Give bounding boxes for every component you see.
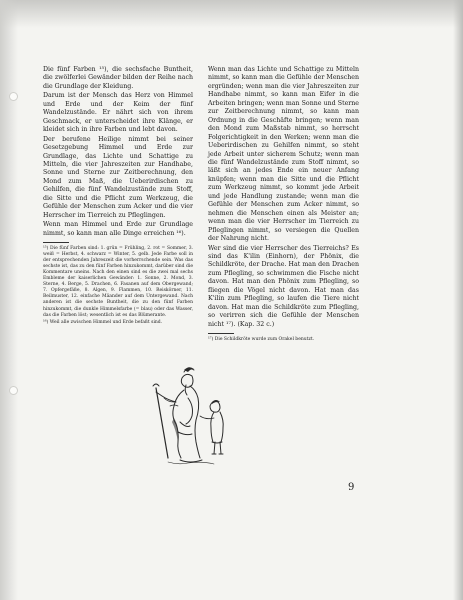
page-shadow-right	[453, 0, 463, 600]
paragraph: Darum ist der Mensch das Herz von Himmel und Erde und der Keim der fünf Wandelzustände. Er nährt sich von ihrem Geschmack, er unterscheidet ihre Klänge, er kleidet sich in ihre Farben und lebt davon.	[43, 92, 193, 134]
punch-hole-top	[9, 92, 18, 101]
footnote: ¹⁶) Weil alle zwischen Himmel und Erde befaßt sind.	[43, 319, 163, 325]
footnote: ¹⁵) Die fünf Farben sind: 1. grün = Frühling, 2. rot = Sommer, 3. weiß = Herbst, 4. schwarz = Winter, 5. gelb. Jede Farbe soll in der entsprechenden Jahreszeit die vorherrschende sein. Was das sechste ist, das zu den fünf Farben hinzukommt, darüber sind die Kommentare uneins. Nach den einen sind es die zwei mal sechs Embleme der kaiserlichen Gewänder: 1. Sonne, 2. Mond, 3. Sterne, 4. Berge, 5. Drachen, 6. Fasanen auf dem Obergewand; 7. Opfergefäße, 8. Algen, 9. Flammen, 10. Reiskörner, 11. Beilmuster, 12. einfache Mäander auf dem Untergewand. Nach anderen ist die sechste Buntheit, die zu den fünf Farben hinzukommt, die dunkle Himmelsfarbe (= blau) oder das Wasser, das die Farben löst; wesentlich ist es das Blümerante.	[43, 246, 193, 318]
paragraph: Die fünf Farben ¹⁵), die sechsfache Buntheit, die zwölferlei Gewänder bilden der Reihe nach die Grundlage der Kleidung.	[43, 66, 193, 90]
paragraph: Der berufene Heilige nimmt bei seiner Gesetzgebung Himmel und Erde zur Grundlage, das Lichte und Schattige zu Mitteln, die vier Jahreszeiten zur Handhabe, Sonne und Sterne zur Zeitberechnung, den Mond zum Maß, die Ueberirdischen zu Gehilfen, die fünf Wandelzustände zum Stoff, die Sitte und die Pflicht zum Werkzeug, die Gefühle der Menschen zum Acker und die vier Herrscher im Tierreich zu Pfleglingen.	[43, 135, 193, 219]
paragraph: Wenn man Himmel und Erde zur Grundlage nimmt, so kann man alle Dinge erreichen ¹⁶).	[43, 221, 193, 237]
right-column	[208, 66, 359, 344]
paragraph: Wenn man das Lichte und Schattige zu Mitteln nimmt, so kann man die Gefühle der Menschen ergründen; wenn man die vier Jahreszeiten zur Handhabe nimmt, so kann man Eifer in die Arbeiten bringen; wenn man Sonne und Sterne zur Zeitberechnung nimmt, so kann man Ordnung in die Geschäfte bringen; wenn man den Mond zum Maßstab nimmt, so herrscht Folgerichtigkeit in den Werken; wenn man die Ueberirdischen zu Gehilfen nimmt, so steht jede Arbeit unter sicherem Schutz; wenn man die fünf Wandelzustände zum Stoff nimmt, so läßt sich an jedes Ende ein neuer Anfang knüpfen; wenn man die Sitte und die Pflicht zum Werkzeug nimmt, so kommt jede Arbeit und jede Handlung zustande; wenn man die Gefühle der Menschen zum Acker nimmt, so nehmen die Menschen einen als Meister an; wenn man die vier Herrscher im Tierreich zu Pfleglingen nimmt, so versiegen die Quellen der Nahrung nicht.	[208, 66, 359, 243]
page-shadow-top	[0, 0, 463, 28]
paragraph: Wer sind die vier Herrscher des Tierreichs? Es sind das K'ilin (Einhorn), der Phönix, die Schildkröte, der Drache. Hat man den Drachen zum Pflegling, so schwimmen die Fische nicht davon. Hat man den Phönix zum Pflegling, so fliegen die Vögel nicht davon. Hat man das K'ilin zum Pflegling, so laufen die Tiere nicht davon. Hat man die Schildkröte zum Pflegling, so verirren sich die Gefühle der Menschen nicht ¹⁷). (Kap. 32 c.)	[208, 244, 359, 328]
ink-illustration-sage-with-child	[140, 362, 250, 472]
footnote: ¹⁷) Die Schildkröte wurde zum Orakel benutzt.	[208, 337, 315, 343]
left-column	[43, 66, 193, 327]
page-shadow-left	[0, 0, 18, 600]
punch-hole-bottom	[9, 386, 18, 395]
footnote-divider	[208, 333, 234, 334]
footnote-divider	[43, 242, 69, 243]
page-number: 9	[348, 482, 355, 493]
